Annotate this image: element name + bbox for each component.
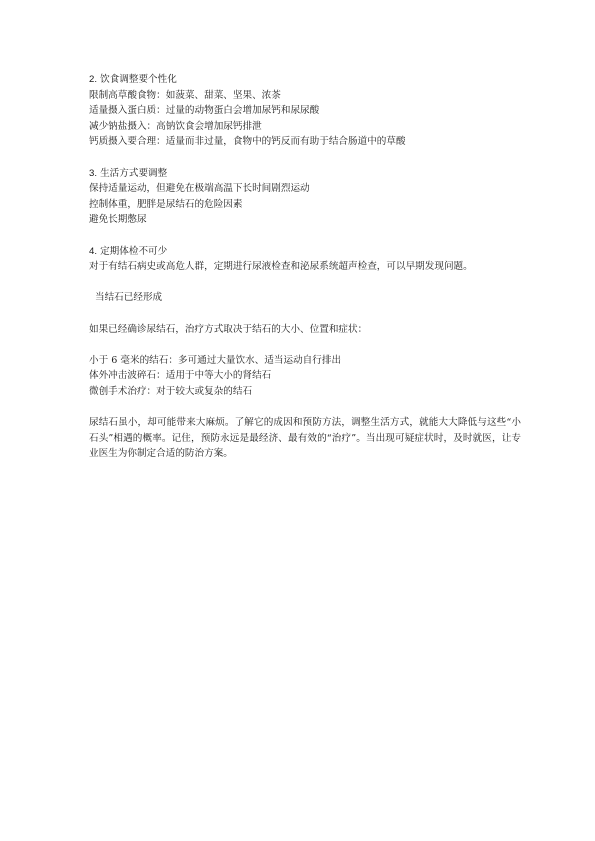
list-item: 体外冲击波碎石：适用于中等大小的肾结石 <box>89 370 272 382</box>
list-item: 避免长期憋尿 <box>89 214 147 226</box>
subsection-title: 当结石已经形成 <box>95 292 163 304</box>
section-number: 3. <box>89 167 98 179</box>
list-item: 限制高草酸食物：如菠菜、甜菜、坚果、浓茶 <box>89 89 281 101</box>
section-title: 饮食调整要个性化 <box>100 74 177 85</box>
list-item: 微创手术治疗：对于较大或复杂的结石 <box>89 385 253 397</box>
list-item: 控制体重，肥胖是尿结石的危险因素 <box>89 198 243 210</box>
document-body <box>89 72 521 462</box>
section-number: 2. <box>89 74 98 85</box>
list-item: 钙质摄入要合理：适量而非过量，食物中的钙反而有助于结合肠道中的草酸 <box>89 136 406 148</box>
list-item: 适量摄入蛋白质：过量的动物蛋白会增加尿钙和尿尿酸 <box>89 105 320 117</box>
conclusion-paragraph: 尿结石虽小，却可能带来大麻烦。了解它的成因和预防方法，调整生活方式，就能大大降低与这些“小石头”相遇的概率。记住，预防永远是最经济、最有效的“治疗”。当出现可疑症状时，及时就医，让专业医生为你制定合适的防治方案。 <box>89 417 521 460</box>
list-item: 减少钠盐摄入：高钠饮食会增加尿钙排泄 <box>89 120 262 132</box>
section-title: 生活方式要调整 <box>100 167 168 179</box>
section-heading <box>89 72 521 88</box>
list-item: 小于 6 毫米的结石：多可通过大量饮水、适当运动自行排出 <box>89 354 342 366</box>
section-number: 4. <box>89 245 98 257</box>
section-title: 定期体检不可少 <box>100 245 168 257</box>
section-heading <box>89 166 521 182</box>
intro-text: 如果已经确诊尿结石，治疗方式取决于结石的大小、位置和症状： <box>89 323 368 335</box>
list-item: 对于有结石病史或高危人群，定期进行尿液检查和泌尿系统超声检查，可以早期发现问题。 <box>89 261 473 273</box>
list-item: 保持适量运动，但避免在极端高温下长时间剧烈运动 <box>89 183 310 195</box>
section-heading <box>89 244 521 260</box>
